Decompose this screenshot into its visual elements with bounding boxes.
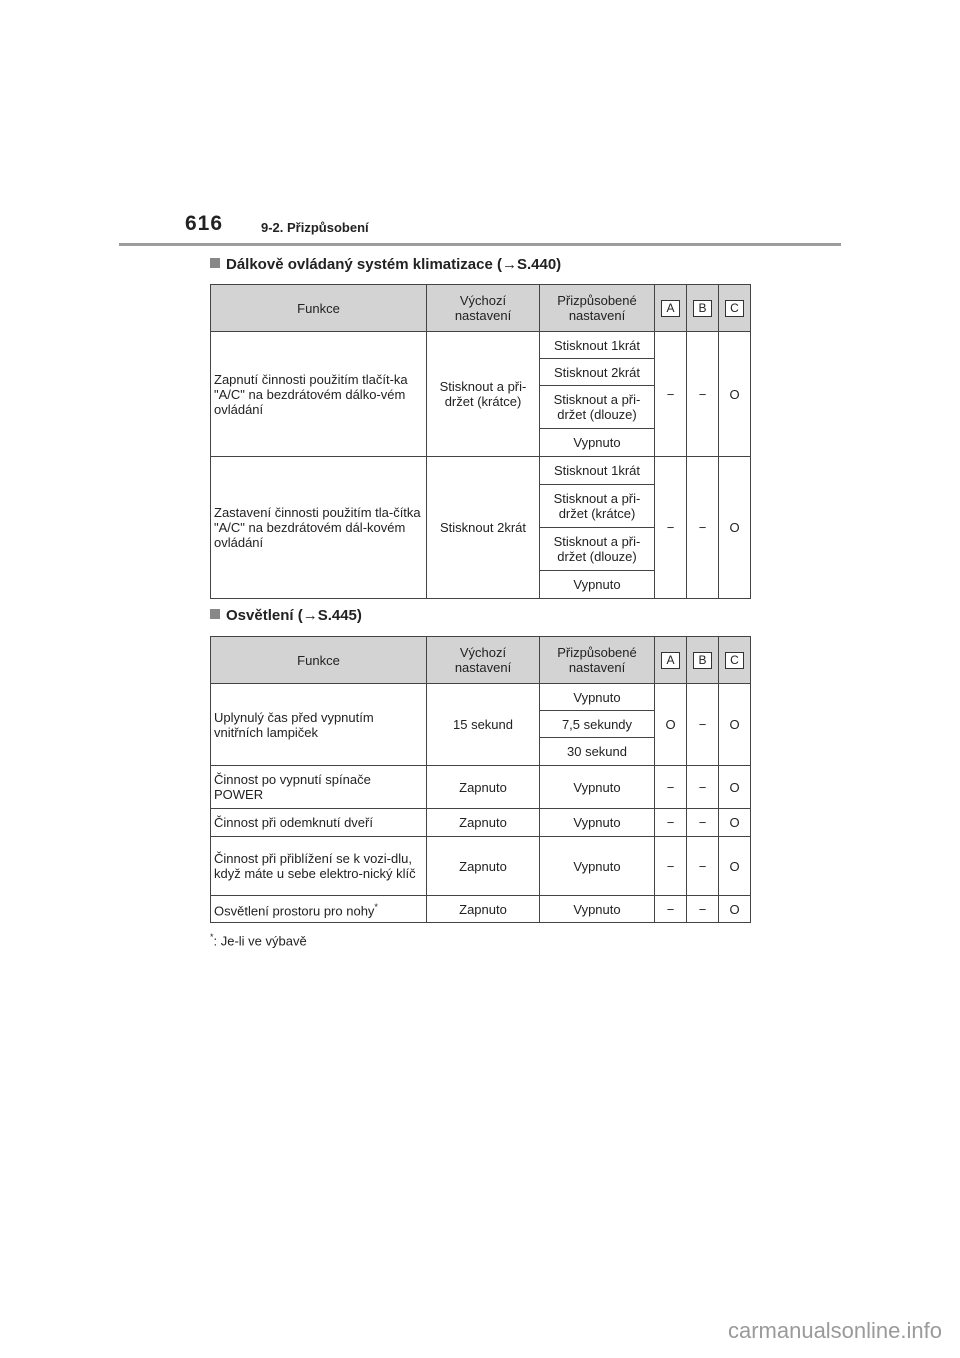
- header-function: Funkce: [211, 637, 427, 684]
- option-cell: Stisknout a při-držet (dlouze): [540, 528, 655, 571]
- header-a: [655, 285, 687, 332]
- watermark: carmanualsonline.info: [727, 1318, 942, 1343]
- default-cell: Stisknout 2krát: [427, 457, 540, 599]
- table-row: [211, 457, 751, 485]
- table-header-row: [211, 285, 751, 332]
- header-custom: Přizpůsobené nastavení: [540, 285, 655, 332]
- b-cell: −: [687, 896, 719, 923]
- function-cell: Uplynulý čas před vypnutím vnitřních lampiček: [211, 684, 427, 766]
- section-title-lighting: [210, 607, 362, 624]
- custom-cell: Vypnuto: [540, 896, 655, 923]
- section-ref: S.440): [516, 256, 562, 273]
- b-cell: −: [687, 684, 719, 766]
- table-row: [211, 332, 751, 359]
- option-cell: Stisknout a při-držet (krátce): [540, 485, 655, 528]
- c-cell: O: [719, 766, 751, 809]
- c-cell: O: [719, 837, 751, 896]
- arrow-icon: →: [302, 607, 318, 624]
- label-b: B: [693, 652, 712, 669]
- section-ref: S.445): [317, 607, 362, 624]
- header-c: [719, 285, 751, 332]
- option-cell: Stisknout 1krát: [540, 332, 655, 359]
- function-cell: Zapnutí činnosti použitím tlačít-ka "A/C" na bezdrátovém dálko-vém ovládání: [211, 332, 427, 457]
- header-default: Výchozí nastavení: [427, 285, 540, 332]
- label-c: C: [725, 300, 744, 317]
- c-cell: O: [719, 684, 751, 766]
- default-cell: Zapnuto: [427, 766, 540, 809]
- header-function: Funkce: [211, 285, 427, 332]
- option-cell: 30 sekund: [540, 738, 655, 766]
- footnote-mark: *: [374, 901, 378, 912]
- c-cell: O: [719, 332, 751, 457]
- table-row: [211, 837, 751, 896]
- option-cell: Vypnuto: [540, 571, 655, 599]
- default-cell: 15 sekund: [427, 684, 540, 766]
- table-header-row: [211, 637, 751, 684]
- label-b: B: [693, 300, 712, 317]
- label-a: A: [661, 300, 680, 317]
- custom-cell: Vypnuto: [540, 766, 655, 809]
- label-a: A: [661, 652, 680, 669]
- option-cell: Vypnuto: [540, 429, 655, 457]
- a-cell: −: [655, 837, 687, 896]
- a-cell: −: [655, 809, 687, 837]
- header-b: [687, 637, 719, 684]
- bullet-square-icon: [210, 609, 220, 619]
- section-title-text: Dálkově ovládaný systém klimatizace (: [226, 256, 502, 273]
- header-rule: [119, 243, 841, 246]
- footnote-text: : Je-li ve výbavě: [213, 933, 307, 949]
- footnote-mark: *: [210, 932, 214, 942]
- c-cell: O: [719, 896, 751, 923]
- b-cell: −: [687, 332, 719, 457]
- function-cell: Činnost po vypnutí spínače POWER: [211, 766, 427, 809]
- header-c: [719, 637, 751, 684]
- a-cell: −: [655, 896, 687, 923]
- b-cell: −: [687, 809, 719, 837]
- function-cell: Činnost při odemknutí dveří: [211, 809, 427, 837]
- section-title-text: Osvětlení (: [226, 607, 303, 624]
- option-cell: Stisknout 1krát: [540, 457, 655, 485]
- header-default: Výchozí nastavení: [427, 637, 540, 684]
- a-cell: −: [655, 332, 687, 457]
- bullet-square-icon: [210, 258, 220, 268]
- function-cell: Osvětlení prostoru pro nohy*: [211, 896, 427, 923]
- default-cell: Zapnuto: [427, 896, 540, 923]
- label-c: C: [725, 652, 744, 669]
- chapter-title: 9-2. Přizpůsobení: [261, 220, 369, 235]
- a-cell: O: [655, 684, 687, 766]
- header-a: [655, 637, 687, 684]
- table-row: [211, 766, 751, 809]
- option-cell: Stisknout 2krát: [540, 359, 655, 386]
- function-cell: Činnost při přiblížení se k vozi-dlu, když máte u sebe elektro-nický klíč: [211, 837, 427, 896]
- function-cell: Zastavení činnosti použitím tla-čítka "A/C" na bezdrátovém dál-kovém ovládání: [211, 457, 427, 599]
- option-cell: Vypnuto: [540, 684, 655, 711]
- option-cell: 7,5 sekundy: [540, 711, 655, 738]
- b-cell: −: [687, 457, 719, 599]
- header-b: [687, 285, 719, 332]
- footnote: [210, 932, 307, 948]
- table-row: [211, 684, 751, 711]
- c-cell: O: [719, 809, 751, 837]
- b-cell: −: [687, 837, 719, 896]
- custom-cell: Vypnuto: [540, 809, 655, 837]
- c-cell: O: [719, 457, 751, 599]
- page-number: 616: [185, 212, 224, 235]
- section-title-climate: [210, 256, 561, 273]
- default-cell: Stisknout a při-držet (krátce): [427, 332, 540, 457]
- a-cell: −: [655, 457, 687, 599]
- b-cell: −: [687, 766, 719, 809]
- climate-settings-table: [210, 284, 751, 599]
- lighting-settings-table: [210, 636, 751, 923]
- default-cell: Zapnuto: [427, 837, 540, 896]
- header-custom: Přizpůsobené nastavení: [540, 637, 655, 684]
- option-cell: Stisknout a při-držet (dlouze): [540, 386, 655, 429]
- default-cell: Zapnuto: [427, 809, 540, 837]
- custom-cell: Vypnuto: [540, 837, 655, 896]
- arrow-icon: →: [501, 256, 517, 273]
- table-row: [211, 809, 751, 837]
- a-cell: −: [655, 766, 687, 809]
- table-row: [211, 896, 751, 923]
